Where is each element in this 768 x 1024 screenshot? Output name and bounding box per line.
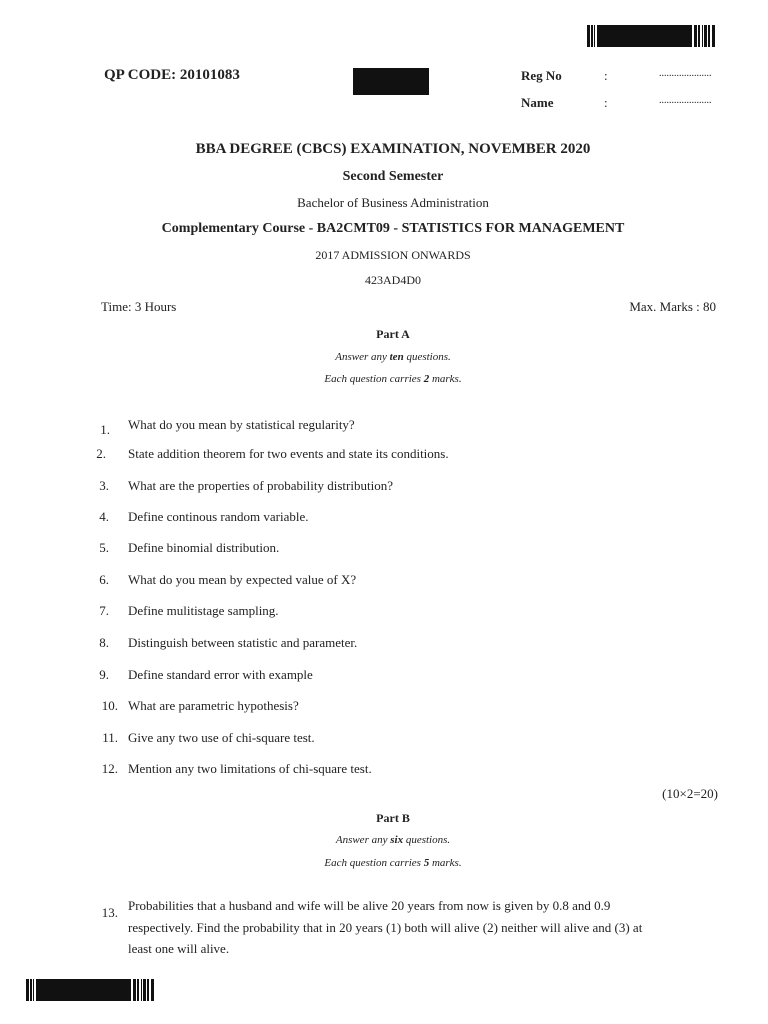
name-label: Name [521,95,554,110]
question-text: Give any two use of chi-square test. [128,730,315,745]
question-text-line: least one will alive. [128,941,230,956]
part-a-instruction-1 [0,351,768,363]
question-text: Define binomial distribution. [128,540,280,555]
instr-text: Answer any [335,351,390,363]
time-label: Time: 3 Hours [101,299,177,314]
instr-text: marks. [429,373,462,385]
program: Bachelor of Business Administration [297,195,489,210]
question-text: What do you mean by expected value of X? [128,572,357,587]
question-text: Mention any two limitations of chi-square test. [128,761,372,776]
question-text: What are the properties of probability distribution? [128,478,393,493]
part-a-heading: Part A [376,327,410,341]
course-title: Complementary Course - BA2CMT09 - STATISTICS FOR MANAGEMENT [161,221,625,236]
question-number: 3. [99,478,109,493]
reg-no-colon: : [604,68,608,83]
question-number: 2. [96,446,106,461]
instr-text: marks. [429,857,462,869]
question-text: What are parametric hypothesis? [128,698,299,713]
instr-text: questions. [403,351,451,363]
barcode-center [353,68,429,95]
name-colon: : [604,95,608,110]
reg-no-label: Reg No [521,68,562,83]
part-a-marks: (10×2=20) [662,786,718,801]
question-text: State addition theorem for two events and state its conditions. [128,446,449,461]
name-field: ..................... [659,95,712,106]
instr-text: Each question carries [324,857,424,869]
question-number: 8. [99,635,109,650]
instr-count: ten [389,351,404,363]
instr-count: six [390,834,404,846]
exam-title: BBA DEGREE (CBCS) EXAMINATION, NOVEMBER 2020 [195,141,591,157]
question-text: Define mulitistage sampling. [128,603,279,618]
question-number: 4. [99,509,109,524]
instr-text: questions. [403,834,451,846]
question-number: 13. [101,905,118,920]
question-number: 6. [99,572,109,587]
question-text-line: Probabilities that a husband and wife will be alive 20 years from now is given by 0.8 and 0.9 [128,898,611,913]
part-a-instruction-2 [0,373,768,385]
qp-code: QP CODE: 20101083 [104,67,240,83]
barcode-bottom-left [26,979,157,1001]
barcode-top-right [587,25,718,47]
part-b-instruction-1 [0,834,768,846]
admission: 2017 ADMISSION ONWARDS [315,248,471,262]
semester: Second Semester [342,169,444,184]
question-number: 10. [101,698,118,713]
question-text: Distinguish between statistic and parameter. [128,635,358,650]
question-number: 12. [101,761,118,776]
question-number: 11. [102,730,118,745]
paper-code: 423AD4D0 [365,273,421,287]
question-text: Define continous random variable. [128,509,309,524]
question-text: Define standard error with example [128,667,313,682]
reg-no-field: ..................... [659,68,712,79]
instr-marks: 5 [423,857,430,869]
question-number: 1. [100,422,110,437]
instr-text: Each question carries [324,373,424,385]
question-number: 5. [99,540,109,555]
question-number: 7. [99,603,109,618]
question-number: 9. [99,667,109,682]
part-b-heading: Part B [376,811,410,825]
question-text: What do you mean by statistical regularity? [128,417,355,432]
max-marks: Max. Marks : 80 [629,299,716,314]
instr-marks: 2 [423,373,430,385]
instr-text: Answer any [335,834,391,846]
part-b-instruction-2 [0,857,768,869]
question-text-line: respectively. Find the probability that in 20 years (1) both will alive (2) neither will alive and (3) at [128,920,643,935]
